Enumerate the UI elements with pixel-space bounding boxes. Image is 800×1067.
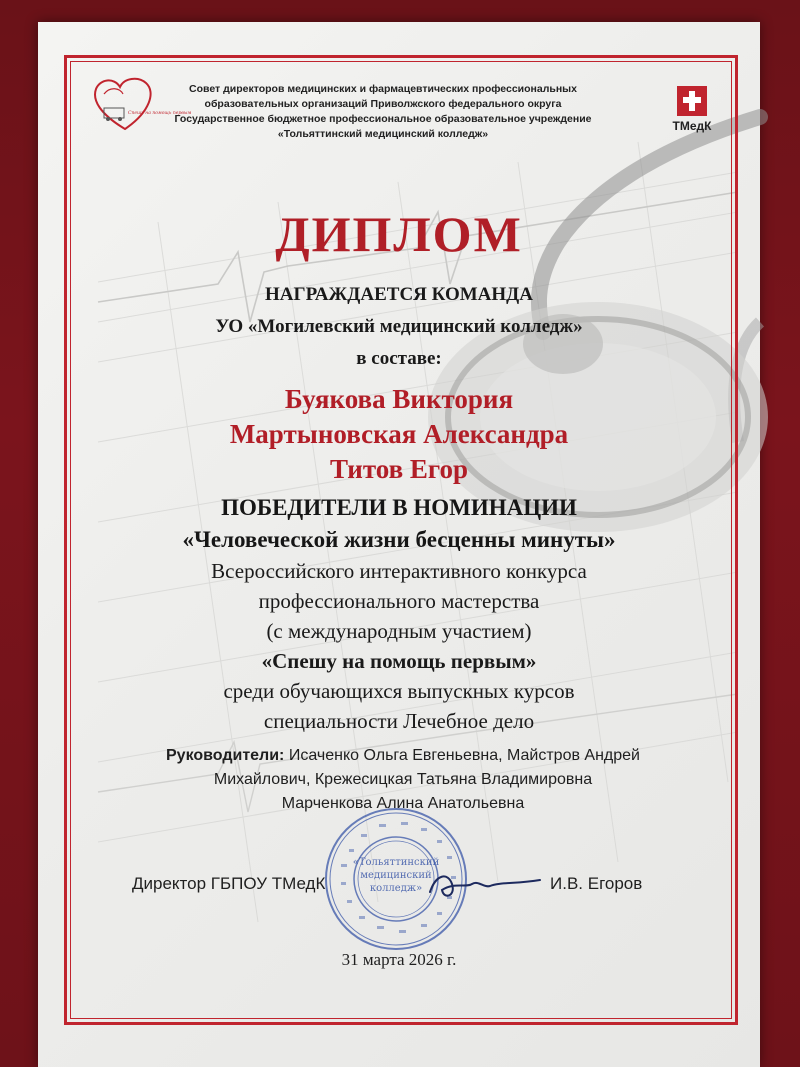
award-line: НАГРАЖДАЕТСЯ КОМАНДА	[265, 284, 533, 305]
member-name: Мартыновская Александра	[229, 419, 569, 449]
issue-date: 31 марта 2026 г.	[341, 950, 457, 969]
stamp-line: колледж»	[369, 883, 423, 894]
cross-emblem-icon	[677, 86, 707, 116]
header-line: Государственное бюджетное профессиональное образовательное учреждение	[174, 113, 592, 125]
organizer-header	[168, 82, 598, 142]
stamp-line: «Тольяттинский	[352, 857, 440, 868]
diploma-sheet	[38, 22, 760, 1067]
contest-line: (с международным участием)	[266, 619, 532, 643]
stamp-line: медицинский	[360, 870, 432, 881]
signatory-name: И.В. Егоров	[550, 874, 643, 893]
contest-name: «Спешу на помощь первым»	[261, 649, 537, 673]
institution-name: УО «Могилевский медицинский колледж»	[215, 316, 583, 337]
logo-text: ТМедК	[672, 119, 712, 133]
supervisors-label: Руководители:	[166, 747, 285, 764]
diploma-title: ДИПЛОМ	[275, 206, 523, 262]
heart-ambulance-logo	[90, 74, 192, 134]
composition-label: в составе:	[356, 348, 442, 369]
tmedk-logo	[664, 86, 720, 133]
contest-line: Всероссийского интерактивного конкурса	[211, 559, 587, 583]
header-line: «Тольяттинский медицинский колледж»	[277, 128, 489, 140]
supervisors-line: Марченкова Алина Анатольевна	[281, 795, 525, 812]
supervisors-line: Михайлович, Крежесицкая Татьяна Владимировна	[213, 771, 593, 788]
audience-line: специальности Лечебное дело	[263, 709, 535, 733]
winners-line: ПОБЕДИТЕЛИ В НОМИНАЦИИ	[221, 495, 577, 520]
supervisors-line: Исаченко Ольга Евгеньевна, Майстров Андрей	[288, 747, 640, 764]
signatory-position: Директор ГБПОУ ТМедК	[132, 874, 326, 893]
handwritten-signature	[426, 864, 546, 904]
member-name: Титов Егор	[329, 454, 469, 484]
audience-line: среди обучающихся выпускных курсов	[223, 679, 575, 703]
nomination-title: «Человеческой жизни бесценны минуты»	[182, 527, 616, 552]
member-name: Буякова Виктория	[284, 384, 514, 414]
logo-caption: Спешу на помощь первым	[128, 111, 192, 116]
header-line: Совет директоров медицинских и фармацевтических профессиональных	[189, 83, 577, 95]
contest-line: профессионального мастерства	[258, 589, 540, 613]
header-line: образовательных организаций Приволжского федерального округа	[204, 98, 562, 110]
